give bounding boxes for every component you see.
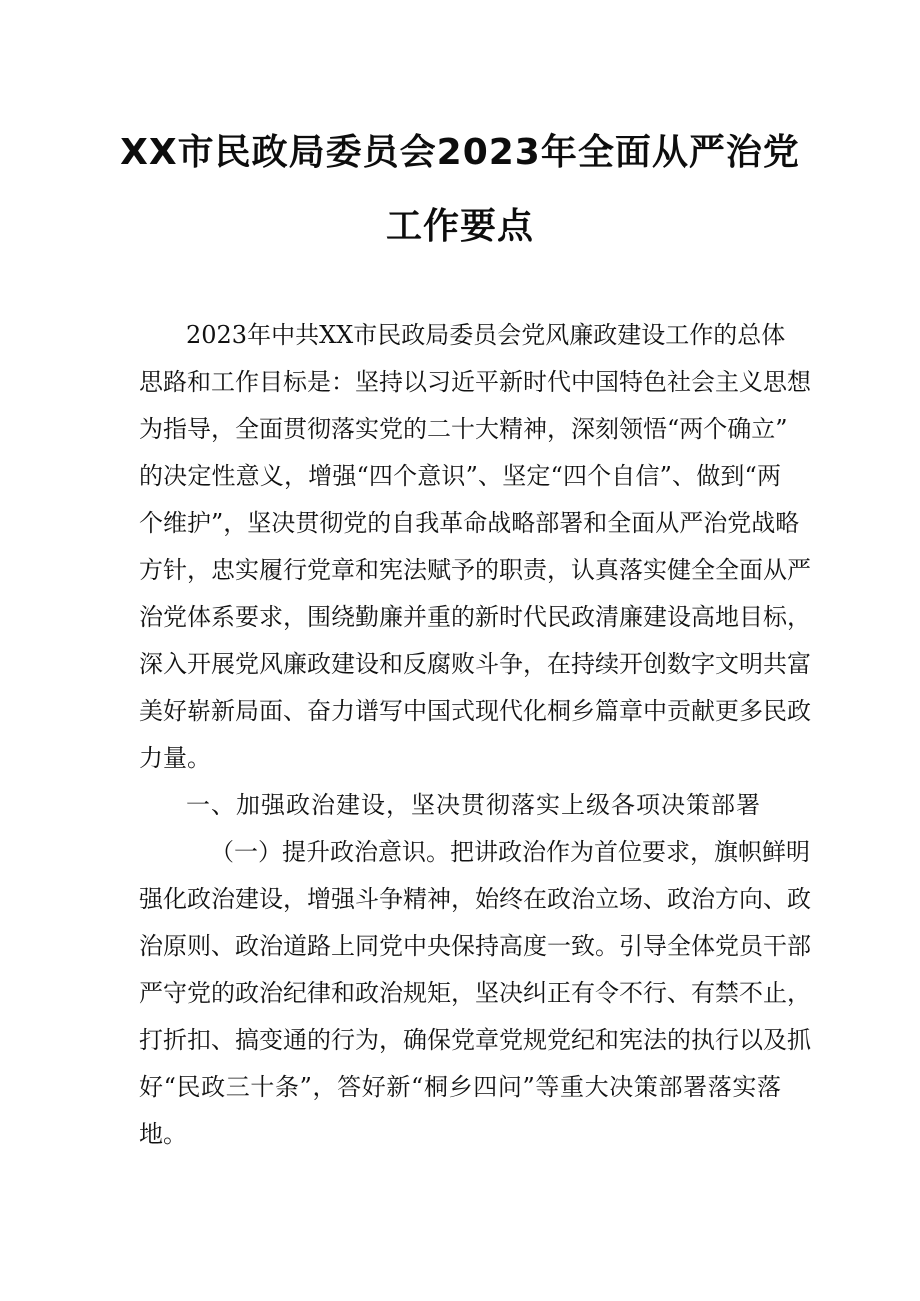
document-title-line-1: XX市民政局委员会2023年全面从严治党 bbox=[120, 132, 800, 173]
section-heading: 一、加强政治建设，坚决贯彻落实上级各项决策部署 bbox=[186, 791, 761, 819]
paragraph-line: 地。 bbox=[139, 1120, 187, 1148]
paragraph-line: 严守党的政治纪律和政治规矩，坚决纠正有令不行、有禁不止， bbox=[139, 979, 811, 1007]
paragraph-line: 治原则、政治道路上同党中央保持高度一致。引导全体党员干部 bbox=[139, 932, 811, 960]
document-title-line-2: 工作要点 bbox=[385, 206, 534, 247]
paragraph-line: 思路和工作目标是：坚持以习近平新时代中国特色社会主义思想 bbox=[139, 368, 811, 396]
paragraph-line: 方针，忠实履行党章和宪法赋予的职责，认真落实健全全面从严 bbox=[139, 556, 811, 584]
paragraph-line: 个维护”，坚决贯彻党的自我革命战略部署和全面从严治党战略 bbox=[139, 509, 800, 537]
paragraph-line: 2023年中共XX市民政局委员会党风廉政建设工作的总体 bbox=[186, 321, 786, 349]
paragraph-line: 深入开展党风廉政建设和反腐败斗争，在持续开创数字文明共富 bbox=[139, 650, 811, 678]
paragraph-line: 美好崭新局面、奋力谱写中国式现代化桐乡篇章中贡献更多民政 bbox=[139, 697, 811, 725]
paragraph-line: 打折扣、搞变通的行为，确保党章党规党纪和宪法的执行以及抓 bbox=[139, 1026, 811, 1054]
paragraph-line: （一）提升政治意识。把讲政治作为首位要求，旗帜鲜明 bbox=[210, 838, 810, 866]
paragraph-line: 为指导，全面贯彻落实党的二十大精神，深刻领悟“两个确立” bbox=[139, 415, 788, 443]
paragraph-line: 治党体系要求，围绕勤廉并重的新时代民政清廉建设高地目标， bbox=[139, 603, 811, 631]
paragraph-line: 的决定性意义，增强“四个意识”、坚定“四个自信”、做到“两 bbox=[139, 462, 781, 490]
paragraph-line: 力量。 bbox=[139, 744, 211, 772]
paragraph-line: 强化政治建设，增强斗争精神，始终在政治立场、政治方向、政 bbox=[139, 885, 811, 913]
paragraph-line: 好“民政三十条”，答好新“桐乡四问”等重大决策部署落实落 bbox=[139, 1073, 781, 1101]
